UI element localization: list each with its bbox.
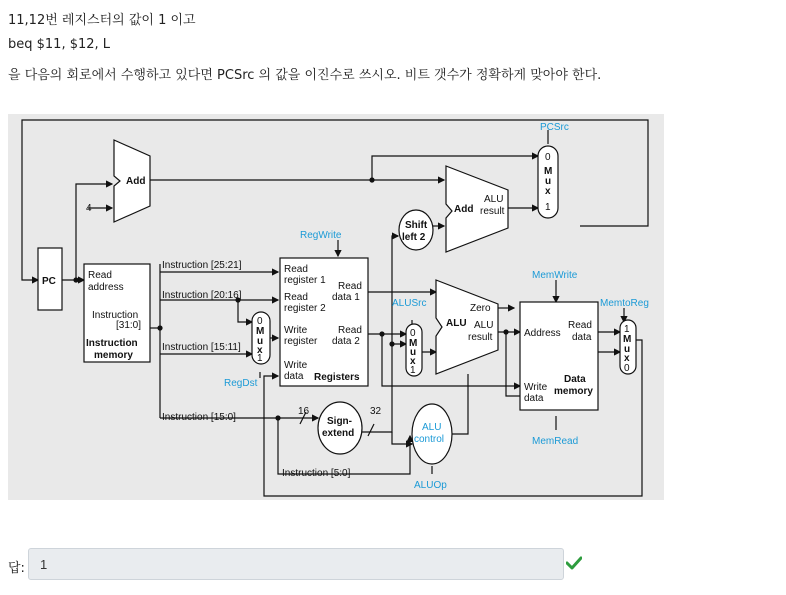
reg-read-reg1-a: Read — [284, 264, 308, 275]
answer-label: 답: — [8, 561, 25, 576]
dmem-read-a: Read — [568, 320, 592, 331]
regwrite-label: RegWrite — [300, 230, 342, 241]
reg-read-data2-a: Read — [338, 325, 362, 336]
instr-15-11: Instruction [15:11] — [162, 342, 241, 353]
instr-25-21: Instruction [25:21] — [162, 260, 242, 271]
alu-control-1: ALU — [422, 422, 442, 433]
memtoreg-mux-x: x — [624, 353, 630, 364]
instr-5-0: Instruction [5:0] — [282, 468, 351, 479]
aluop-label: ALUOp — [414, 480, 447, 491]
regdst-mux-x: x — [257, 345, 263, 356]
reg-write-data-a: Write — [284, 360, 308, 371]
memtoreg-mux-u: u — [624, 344, 631, 355]
memread-label: MemRead — [532, 436, 579, 447]
reg-read-data1-a: Read — [338, 281, 362, 292]
reg-read-reg1-b: register 1 — [284, 275, 326, 286]
const-four: 4 — [86, 203, 92, 214]
shift-label-2: left 2 — [402, 232, 426, 243]
memtoreg-mux-0: 0 — [624, 363, 630, 374]
memtoreg-mux-m: M — [623, 334, 632, 345]
dmem-read-b: data — [572, 332, 592, 343]
regdst-mux-m: M — [256, 326, 265, 337]
pc-adder-label: Add — [126, 176, 146, 187]
width-16: 16 — [298, 406, 310, 417]
alu-zero: Zero — [470, 303, 491, 314]
pc-mux-0: 0 — [545, 152, 551, 163]
alusrc-mux-u: u — [410, 347, 417, 358]
shift-label-1: Shift — [405, 220, 428, 231]
alusrc-mux-1: 1 — [410, 365, 416, 376]
regdst-mux-1: 1 — [257, 353, 263, 364]
answer-input[interactable] — [28, 548, 564, 580]
sign-extend-1: Sign- — [327, 416, 352, 427]
reg-read-reg2-b: register 2 — [284, 303, 326, 314]
imem-instruction: Instruction — [92, 310, 139, 321]
dmem-address: Address — [524, 328, 561, 339]
pc-label: PC — [42, 276, 56, 287]
alu-control-2: control — [414, 434, 445, 445]
pc-mux-1: 1 — [545, 202, 551, 213]
datapath-diagram — [8, 114, 664, 500]
registers-title: Registers — [314, 372, 360, 383]
memwrite-label: MemWrite — [532, 270, 578, 281]
dmem-title-2: memory — [554, 386, 593, 397]
dmem-write-a: Write — [524, 382, 548, 393]
question-line-1: 11,12번 레지스터의 값이 1 이고 — [8, 13, 196, 28]
imem-address: address — [88, 282, 124, 293]
reg-read-data1-b: data 1 — [332, 292, 360, 303]
memtoreg-label: MemtoReg — [600, 298, 649, 309]
reg-read-reg2-a: Read — [284, 292, 308, 303]
reg-read-data2-b: data 2 — [332, 336, 360, 347]
alusrc-mux-0: 0 — [410, 328, 416, 339]
alusrc-label: ALUSrc — [392, 298, 427, 309]
branch-adder-add: Add — [454, 204, 474, 215]
reg-write-reg-b: register — [284, 336, 318, 347]
alusrc-mux-m: M — [409, 338, 418, 349]
reg-write-data-b: data — [284, 371, 304, 382]
alu-result-a: ALU — [474, 320, 494, 331]
pc-mux-x: x — [545, 186, 551, 197]
regdst-mux-u: u — [257, 336, 264, 347]
pc-mux-m: M — [544, 166, 553, 177]
instr-20-16: Instruction [20:16] — [162, 290, 242, 301]
correct-check-icon — [566, 556, 582, 570]
imem-read: Read — [88, 270, 112, 281]
question-line-3: 을 다음의 회로에서 수행하고 있다면 PCSrc 의 값을 이진수로 쓰시오. 비트 갯수가 정확하게 맞아야 한다. — [8, 68, 602, 83]
instr-15-0: Instruction [15:0] — [162, 412, 236, 423]
imem-title-2: memory — [94, 350, 133, 361]
regdst-label: RegDst — [224, 378, 258, 389]
pcsrc-label: PCSrc — [540, 122, 569, 133]
regdst-mux-0: 0 — [257, 316, 263, 327]
question-line-2: beq $11, $12, L — [8, 37, 111, 52]
alu-result-b: result — [468, 332, 493, 343]
memtoreg-mux-1: 1 — [624, 324, 630, 335]
imem-title-1: Instruction — [86, 338, 138, 349]
reg-write-reg-a: Write — [284, 325, 308, 336]
branch-adder-alu: ALU — [484, 194, 504, 205]
alu-label: ALU — [446, 318, 467, 329]
dmem-title-1: Data — [564, 374, 586, 385]
width-32: 32 — [370, 406, 382, 417]
pc-mux-u: u — [545, 176, 552, 187]
answer-value: 1 — [40, 557, 48, 572]
alusrc-mux-x: x — [410, 356, 416, 367]
branch-adder-result: result — [480, 206, 505, 217]
imem-bits: [31:0] — [116, 320, 142, 331]
dmem-write-b: data — [524, 393, 544, 404]
sign-extend-2: extend — [322, 428, 355, 439]
